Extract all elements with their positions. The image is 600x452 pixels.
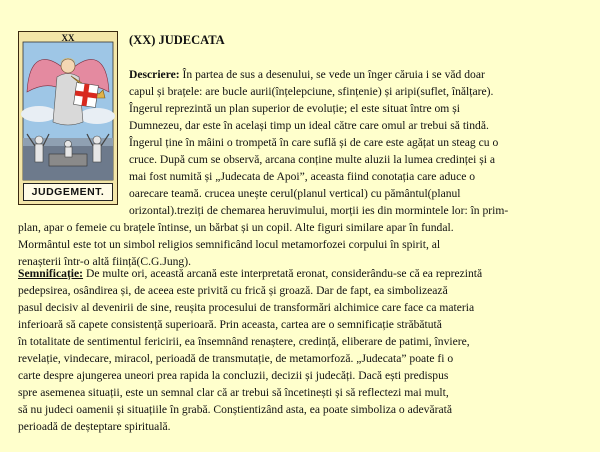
meaning-line: să nu judeci oamenii și situațiile în grabă. Conștientizând asta, ea poate simboliza o adevărată — [18, 403, 452, 416]
description-line: mai fost numită și „Judecata de Apoi”, aceasta fiind conotația care aduce o — [129, 170, 476, 183]
meaning-line: pedepsirea, osândirea și, de aceea este privită cu frică și groază. Dar de fapt, ea simbolizează — [18, 284, 448, 297]
meaning-line: pasul decisiv al devenirii de sine, reușita procesului de transformări alchimice care face ca materia — [18, 301, 475, 314]
description-line: Mormântul este tot un simbol religios semnificând locul metamorfozei corpului în spirit, al — [18, 238, 441, 251]
description-line: Îngerul ține în mâini o trompetă în care suflă și de care este agățat un steag cu o — [129, 136, 499, 149]
card-name-label: JUDGEMENT. — [23, 183, 113, 201]
meaning-line: perioadă de deșteptare spirituală. — [18, 420, 171, 433]
meaning-paragraph — [18, 265, 482, 435]
meaning-line: inferioară să capete consistență superioară. Prin aceasta, cartea are o semnificație străbătută — [18, 318, 442, 331]
description-line: renașterii într-o altă ființă(C.G.Jung). — [18, 255, 191, 268]
meaning-line: în totalitate de sentimentul fericirii, ea însemnând renaștere, credință, eliberare de patimi, înviere, — [18, 335, 470, 348]
meaning-line: spre asemenea situații, este un semnal clar că ar trebui să încetinești și să reflectezi mai mult, — [18, 386, 449, 399]
meaning-line: Semnificație: De multe ori, această arcană este interpretată eronat, considerându-se că ea reprezintă — [18, 267, 483, 280]
meaning-line: revelație, vindecare, miracol, perioadă de transmutație, de metamorfoză. „Judecata” poate fi o — [18, 352, 454, 365]
card-number: XX — [61, 33, 75, 43]
meaning-line: carte despre ajungerea uneori prea rapida la concluzii, decizii și judecăți. Dacă ești predispus — [18, 369, 449, 382]
description-line: orizontal).treziți de chemarea heruvimului, morții ies din mormintele lor: în prim- — [129, 204, 509, 217]
description-line: Îngerul reprezintă un plan superior de evoluție; el este situat între om și — [129, 102, 460, 115]
description-line: Descriere: În partea de sus a desenului, se vede un înger căruia i se văd doar — [129, 68, 485, 81]
description-line: cruce. După cum se observă, arcana conține multe aluzii la lumea credinței și a — [129, 153, 496, 166]
description-continuation — [18, 219, 454, 270]
judgement-illustration — [19, 32, 117, 204]
description-line: oarecare teamă. crucea unește cerul(planul vertical) cu pământul(planul — [129, 187, 461, 200]
meaning-label: Semnificație: — [18, 267, 84, 280]
description-label: Descriere: — [129, 68, 180, 81]
description-line: plan, apar o femeie cu brațele întinse, un bărbat și un copil. Alte figuri similare apar în fundal. — [18, 221, 454, 234]
description-line: Dumnezeu, dar este în același timp un ideal către care omul ar trebui să tindă. — [129, 119, 489, 132]
page-title: (XX) JUDECATA — [129, 33, 225, 47]
description-line: capul și brațele: are bucle aurii(înțelepciune, sfințenie) și aripi(suflet, înălțare). — [129, 85, 494, 98]
description-paragraph — [129, 66, 508, 219]
tarot-card-image — [18, 31, 118, 205]
